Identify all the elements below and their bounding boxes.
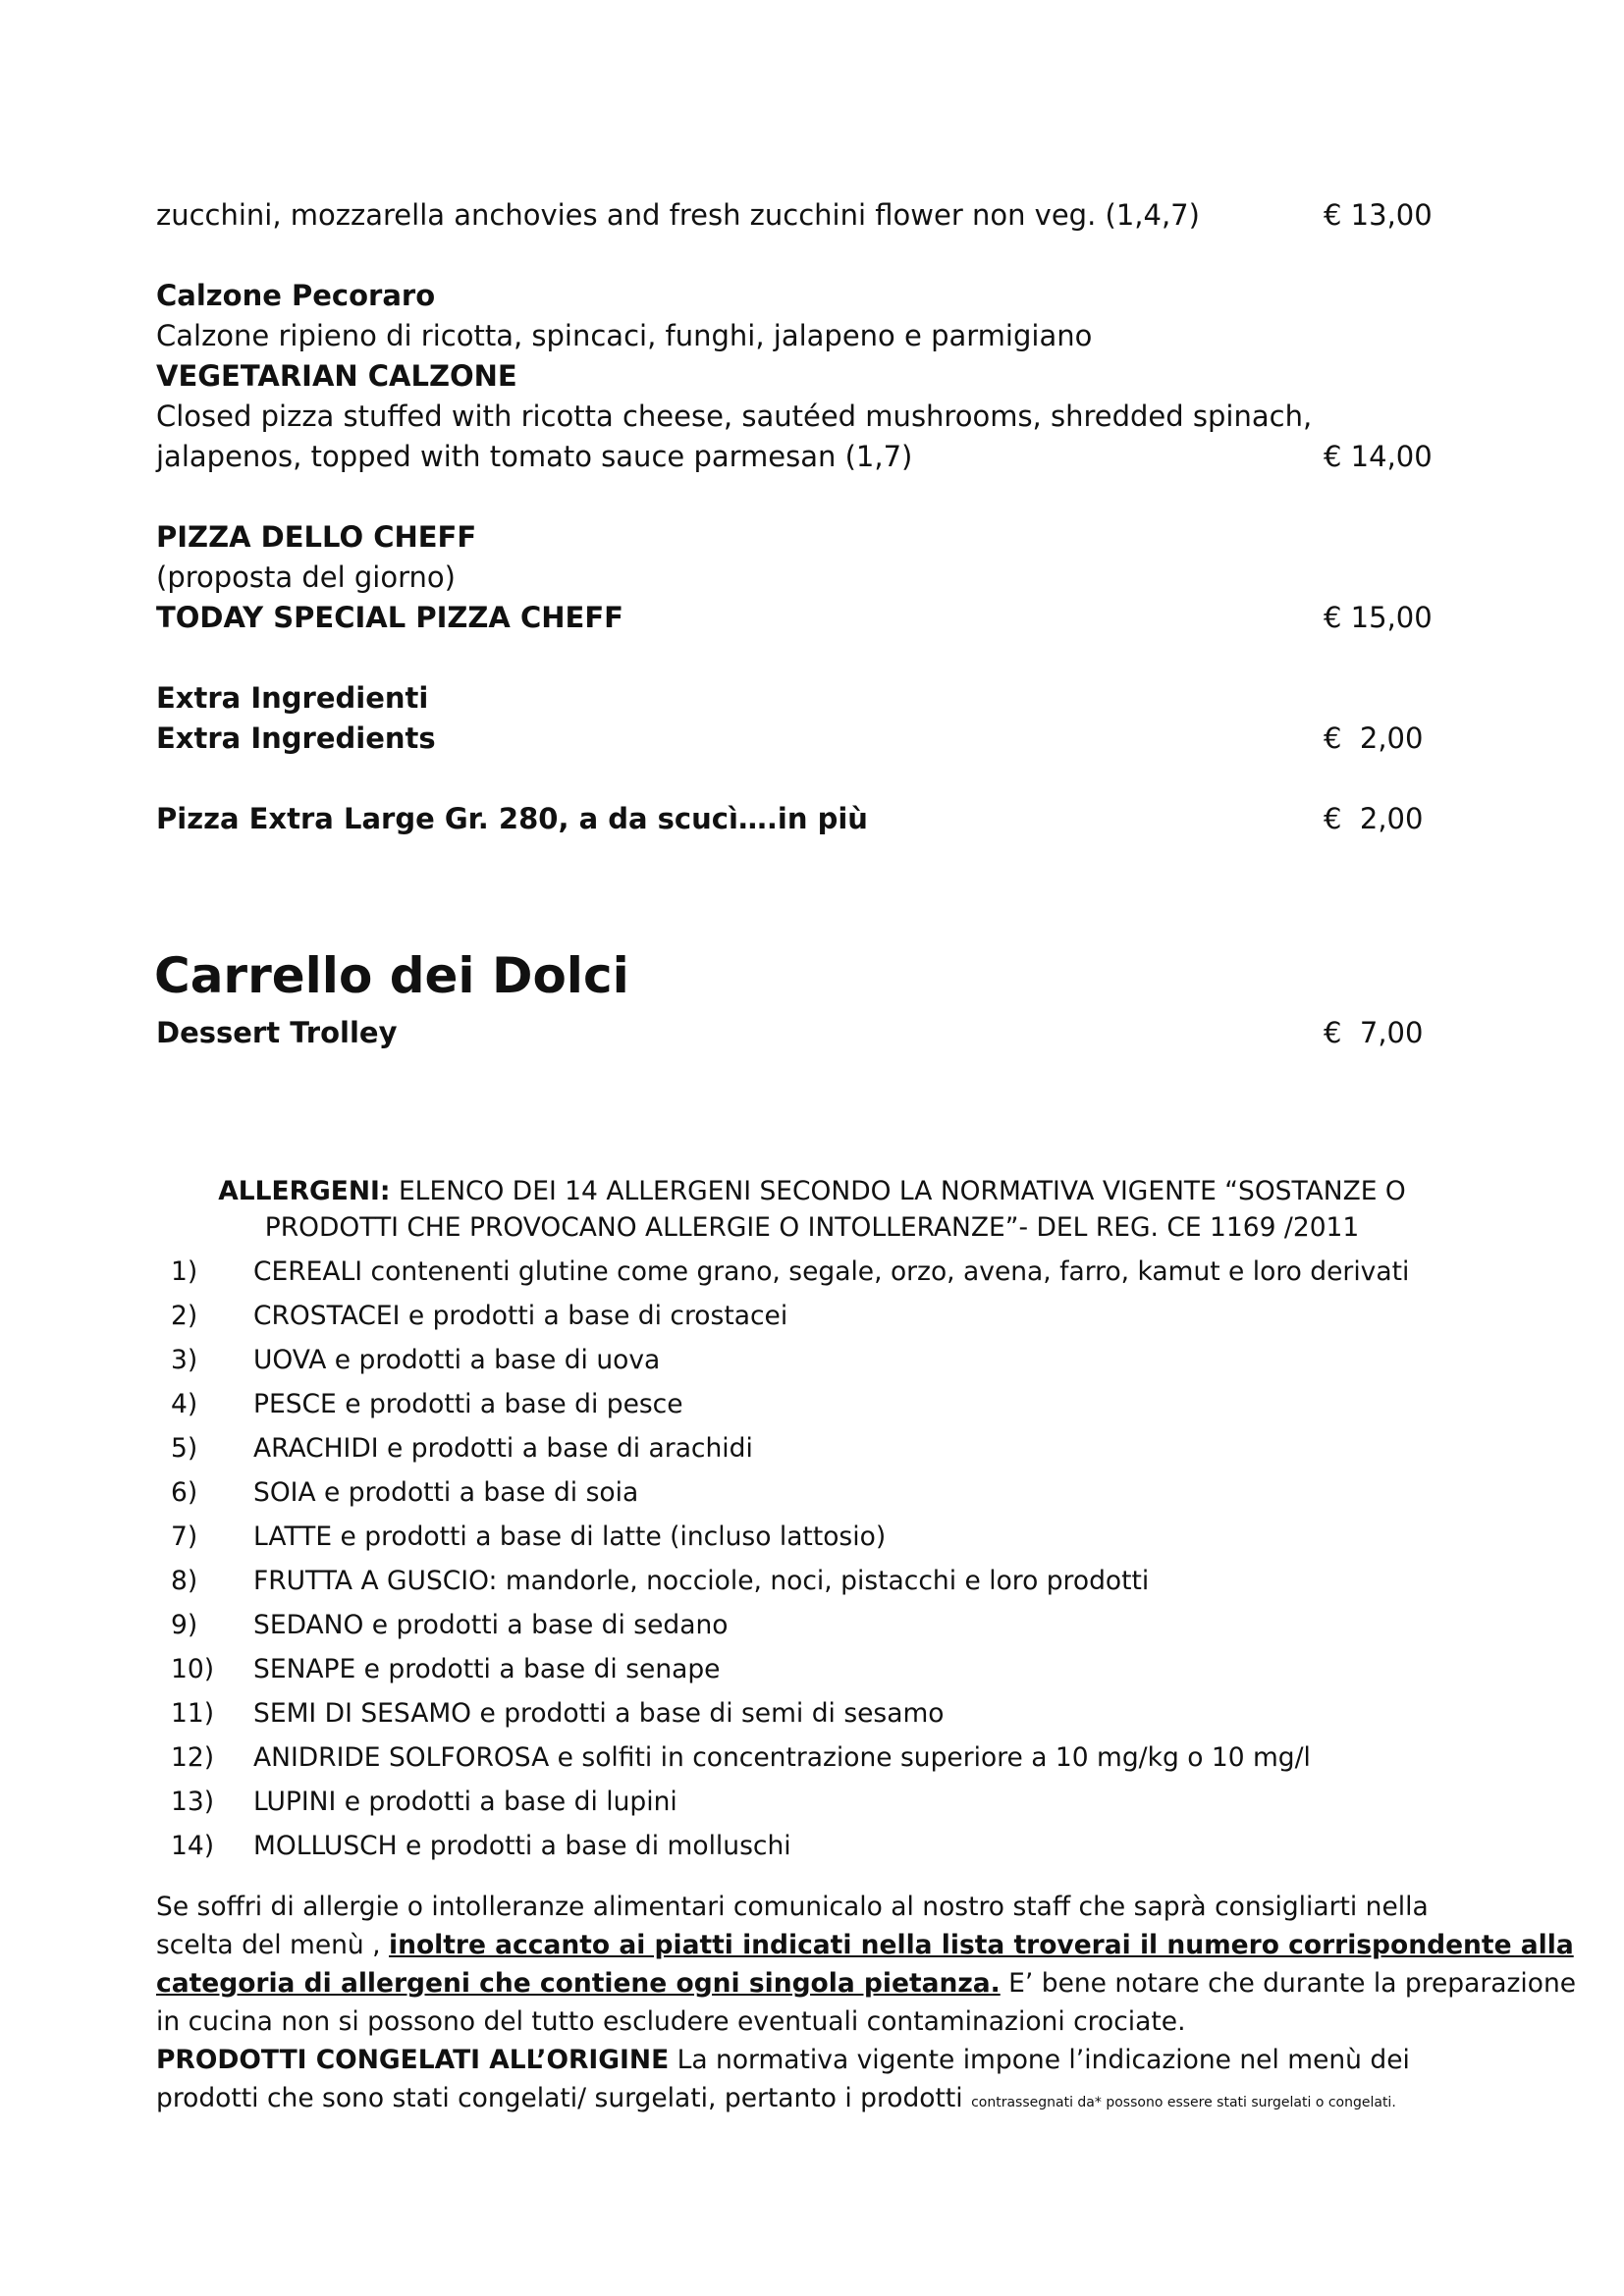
menu-item-price: € 2,00	[1324, 721, 1424, 755]
menu-item-price: € 13,00	[1324, 198, 1433, 232]
menu-item-line: zucchini, mozzarella anchovies and fresh zucchini flower non veg. (1,4,7)	[156, 198, 1200, 232]
note-line-3	[156, 1964, 1577, 2002]
dessert-subtitle: Dessert Trolley	[156, 1016, 398, 1049]
note-line-3-plain: E’ bene notare che durante la preparazione	[1000, 1968, 1577, 1999]
note-line-6	[156, 2079, 1472, 2122]
note-line-2-plain: scelta del menù ,	[156, 1930, 389, 1960]
allergen-number: 11)	[171, 1698, 215, 1729]
note-line-4: in cucina non si possono del tutto escludere eventuali contaminazioni crociate.	[156, 2006, 1186, 2037]
allergen-text: ARACHIDI e prodotti a base di arachidi	[253, 1433, 753, 1464]
menu-item-price: € 15,00	[1324, 601, 1433, 634]
note-line-5-plain: La normativa vigente impone l’indicazione nel menù dei	[669, 2045, 1410, 2075]
allergen-item	[171, 1735, 1447, 1780]
allergen-number: 4)	[171, 1389, 198, 1419]
allergen-number: 2)	[171, 1301, 198, 1331]
menu-item-line: Calzone ripieno di ricotta, spincaci, funghi, jalapeno e parmigiano	[156, 319, 1093, 352]
menu-item-line: jalapenos, topped with tomato sauce parmesan (1,7)	[156, 440, 913, 473]
menu-item-line: Extra Ingredienti	[156, 681, 429, 715]
menu-item-line: TODAY SPECIAL PIZZA CHEFF	[156, 601, 623, 634]
allergen-text: SOIA e prodotti a base di soia	[253, 1477, 639, 1508]
menu-item-line: PIZZA DELLO CHEFF	[156, 520, 477, 554]
allergen-item	[171, 1338, 1447, 1382]
frozen-products-label: PRODOTTI CONGELATI ALL’ORIGINE	[156, 2045, 670, 2075]
allergen-number: 5)	[171, 1433, 198, 1464]
allergen-number: 9)	[171, 1610, 198, 1640]
menu-item-price: € 2,00	[1324, 802, 1424, 835]
dessert-price: € 7,00	[1324, 1016, 1424, 1049]
menu-item-line: Closed pizza stuffed with ricotta cheese, sautéed mushrooms, shredded spinach,	[156, 400, 1313, 433]
allergen-item	[171, 1294, 1447, 1338]
allergen-item	[171, 1647, 1447, 1691]
allergen-text: CEREALI contenenti glutine come grano, segale, orzo, avena, farro, kamut e loro derivati	[253, 1256, 1410, 1287]
menu-item-price: € 14,00	[1324, 440, 1433, 473]
allergens-heading-line2: PRODOTTI CHE PROVOCANO ALLERGIE O INTOLLERANZE”- DEL REG. CE 1169 /2011	[264, 1212, 1360, 1243]
allergen-number: 13)	[171, 1787, 215, 1817]
allergen-text: MOLLUSCH e prodotti a base di molluschi	[253, 1831, 791, 1861]
allergen-text: SEMI DI SESAMO e prodotti a base di semi di sesamo	[253, 1698, 945, 1729]
menu-item-line: Pizza Extra Large Gr. 280, a da scucì….in più	[156, 802, 868, 835]
allergen-text: SENAPE e prodotti a base di senape	[253, 1654, 721, 1684]
note-line-6-small: contrassegnati da* possono essere stati surgelati o congelati.	[971, 2095, 1396, 2110]
allergen-text: PESCE e prodotti a base di pesce	[253, 1389, 683, 1419]
note-line-2-emphasis: inoltre accanto ai piatti indicati nella lista troverai il numero corrispondente alla	[389, 1930, 1574, 1960]
menu-item-line: Calzone Pecoraro	[156, 279, 436, 312]
allergen-item	[171, 1250, 1447, 1294]
allergen-number: 10)	[171, 1654, 215, 1684]
allergen-item	[171, 1824, 1447, 1868]
allergen-text: LATTE e prodotti a base di latte (incluso lattosio)	[253, 1522, 887, 1552]
menu-item-line: VEGETARIAN CALZONE	[156, 359, 517, 393]
allergen-item	[171, 1559, 1447, 1603]
allergen-number: 6)	[171, 1477, 198, 1508]
note-line-3-emphasis: categoria di allergeni che contiene ogni singola pietanza.	[156, 1968, 1001, 1999]
allergen-item	[171, 1515, 1447, 1559]
note-line-5	[156, 2041, 1472, 2079]
allergen-notes	[156, 1888, 1577, 2122]
menu-item-line: Extra Ingredients	[156, 721, 436, 755]
allergen-text: SEDANO e prodotti a base di sedano	[253, 1610, 729, 1640]
allergen-number: 3)	[171, 1345, 198, 1375]
allergen-item	[171, 1382, 1447, 1426]
allergen-item	[171, 1426, 1447, 1470]
allergen-text: LUPINI e prodotti a base di lupini	[253, 1787, 677, 1817]
allergen-text: FRUTTA A GUSCIO: mandorle, nocciole, noci, pistacchi e loro prodotti	[253, 1566, 1150, 1596]
note-line-1: Se soffri di allergie o intolleranze alimentari comunicalo al nostro staff che saprà consigliarti nella	[156, 1892, 1429, 1922]
allergens-heading	[118, 1173, 1506, 1246]
allergen-number: 12)	[171, 1742, 215, 1773]
note-line-2	[156, 1926, 1574, 1964]
allergens-heading-label: ALLERGENI:	[218, 1176, 391, 1206]
allergen-item	[171, 1603, 1447, 1647]
dessert-section-title: Carrello dei Dolci	[154, 947, 629, 1004]
allergens-heading-text: ELENCO DEI 14 ALLERGENI SECONDO LA NORMATIVA VIGENTE “SOSTANZE O	[390, 1176, 1406, 1206]
allergen-item	[171, 1470, 1447, 1515]
allergen-number: 1)	[171, 1256, 198, 1287]
note-line-6-plain: prodotti che sono stati congelati/ surgelati, pertanto i prodotti	[156, 2083, 972, 2113]
allergen-number: 7)	[171, 1522, 198, 1552]
allergen-text: CROSTACEI e prodotti a base di crostacei	[253, 1301, 788, 1331]
allergen-number: 8)	[171, 1566, 198, 1596]
allergen-number: 14)	[171, 1831, 215, 1861]
allergen-item	[171, 1691, 1447, 1735]
allergen-text: UOVA e prodotti a base di uova	[253, 1345, 661, 1375]
allergen-text: ANIDRIDE SOLFOROSA e solfiti in concentrazione superiore a 10 mg/kg o 10 mg/l	[253, 1742, 1311, 1773]
menu-item-line: (proposta del giorno)	[156, 561, 456, 594]
allergen-item	[171, 1780, 1447, 1824]
